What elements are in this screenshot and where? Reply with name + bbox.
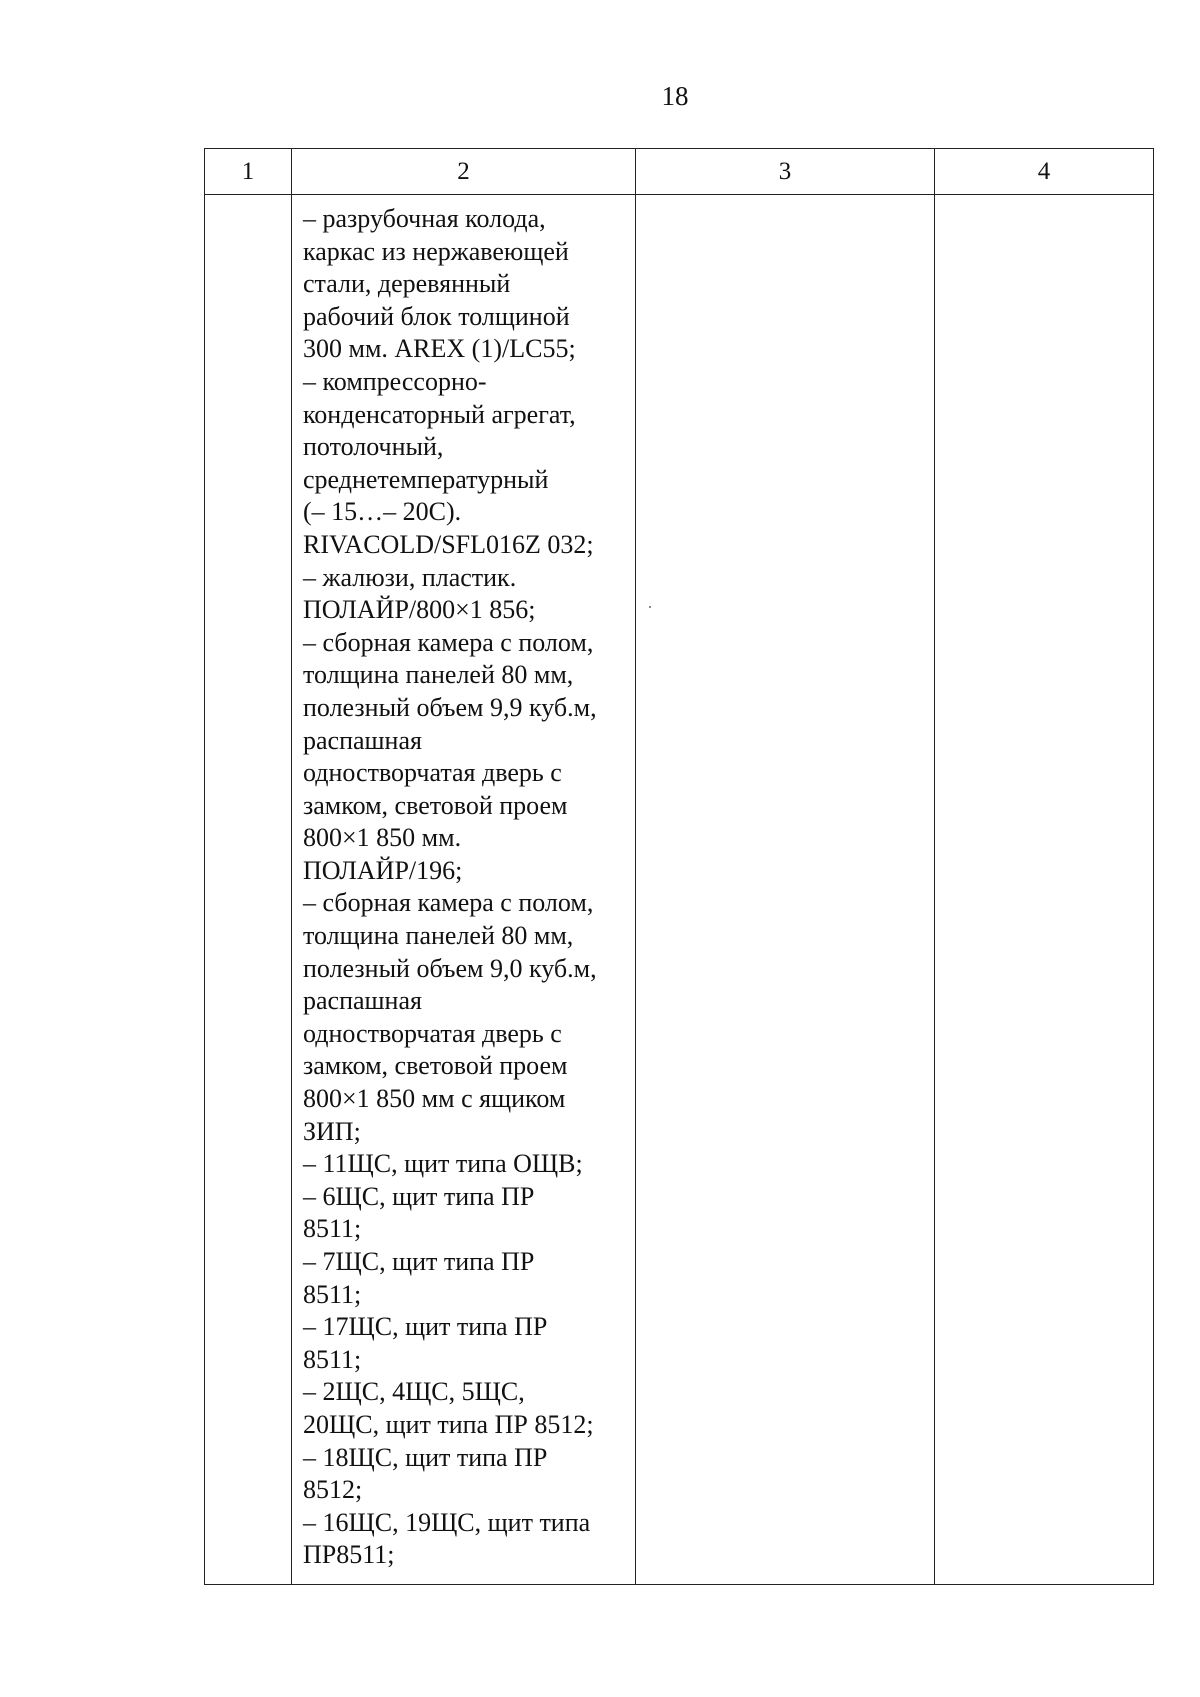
equipment-list-line: – 7ЩС, щит типа ПР <box>303 1247 535 1276</box>
equipment-list-line: – 2ЩС, 4ЩС, 5ЩС, <box>303 1377 525 1407</box>
equipment-list-line: ПОЛАЙР/800×1 856; <box>303 595 536 625</box>
table-row <box>205 195 1154 1585</box>
page-number: 18 <box>661 81 689 111</box>
equipment-list-line: ПР8511; <box>303 1540 395 1570</box>
equipment-list-line: толщина панелей 80 мм, <box>303 921 574 951</box>
equipment-list-line: RIVACOLD/SFL016Z 032; <box>303 529 594 559</box>
equipment-list-line: рабочий блок толщиной <box>303 301 570 331</box>
equipment-list-line: ПОЛАЙР/196; <box>303 855 463 885</box>
equipment-list-line: конденсаторный агрегат, <box>303 399 576 429</box>
equipment-list-line: стали, деревянный <box>303 269 511 299</box>
equipment-list-line: полезный объем 9,0 куб.м, <box>303 953 597 983</box>
cell-col-1 <box>205 195 292 1585</box>
equipment-list-line: 8511; <box>303 1279 362 1309</box>
equipment-table <box>204 148 1154 1585</box>
equipment-list-line: (– 15…– 20С). <box>303 497 462 527</box>
equipment-list-line: – компрессорно- <box>303 366 487 396</box>
equipment-list-line: 8511; <box>303 1344 362 1374</box>
equipment-list-line: – 16ЩС, 19ЩС, щит типа <box>303 1507 591 1537</box>
equipment-list-line: – 17ЩС, щит типа ПР <box>303 1312 548 1342</box>
equipment-list-line: среднетемпературный <box>303 464 549 494</box>
column-header-3: 3 <box>636 149 935 195</box>
equipment-list-line: одностворчатая дверь с <box>303 758 562 788</box>
equipment-list-line: 800×1 850 мм. <box>303 823 462 853</box>
column-header-2: 2 <box>292 149 636 195</box>
equipment-list-line: 800×1 850 мм с ящиком <box>303 1084 566 1114</box>
cell-col-3 <box>636 195 935 1585</box>
equipment-list-line: – жалюзи, пластик. <box>303 562 517 592</box>
equipment-list <box>292 195 635 1578</box>
equipment-list-line: каркас из нержавеющей <box>303 236 569 266</box>
equipment-list-line: полезный объем 9,9 куб.м, <box>303 692 597 722</box>
equipment-list-line: потолочный, <box>303 432 444 462</box>
equipment-list-line: – сборная камера с полом, <box>303 627 594 657</box>
equipment-list-line: ЗИП; <box>303 1116 361 1146</box>
column-header-1: 1 <box>205 149 292 195</box>
equipment-list-line: – 11ЩС, щит типа ОЩВ; <box>303 1149 583 1179</box>
equipment-list-line: – сборная камера с полом, <box>303 888 594 918</box>
column-header-4: 4 <box>935 149 1154 195</box>
cell-col-4 <box>935 195 1154 1585</box>
equipment-list-line: распашная <box>303 725 422 755</box>
equipment-list-line: толщина панелей 80 мм, <box>303 660 574 690</box>
equipment-list-line: 20ЩС, щит типа ПР 8512; <box>303 1409 594 1439</box>
table-header-row <box>205 149 1154 195</box>
equipment-list-line: распашная <box>303 986 422 1016</box>
equipment-list-line: 8512; <box>303 1475 363 1505</box>
equipment-list-line: одностворчатая дверь с <box>303 1018 562 1048</box>
equipment-list-line: – 6ЩС, щит типа ПР <box>303 1181 535 1211</box>
equipment-list-line: – 18ЩС, щит типа ПР <box>303 1442 548 1472</box>
equipment-list-line: замком, световой проем <box>303 790 568 820</box>
scan-speck <box>649 606 651 608</box>
equipment-list-line: замком, световой проем <box>303 1051 568 1081</box>
equipment-list-line: 8511; <box>303 1214 362 1244</box>
cell-col-2 <box>292 195 636 1585</box>
equipment-list-line: – разрубочная колода, <box>303 204 546 233</box>
equipment-list-line: 300 мм. AREX (1)/LC55; <box>303 334 576 364</box>
